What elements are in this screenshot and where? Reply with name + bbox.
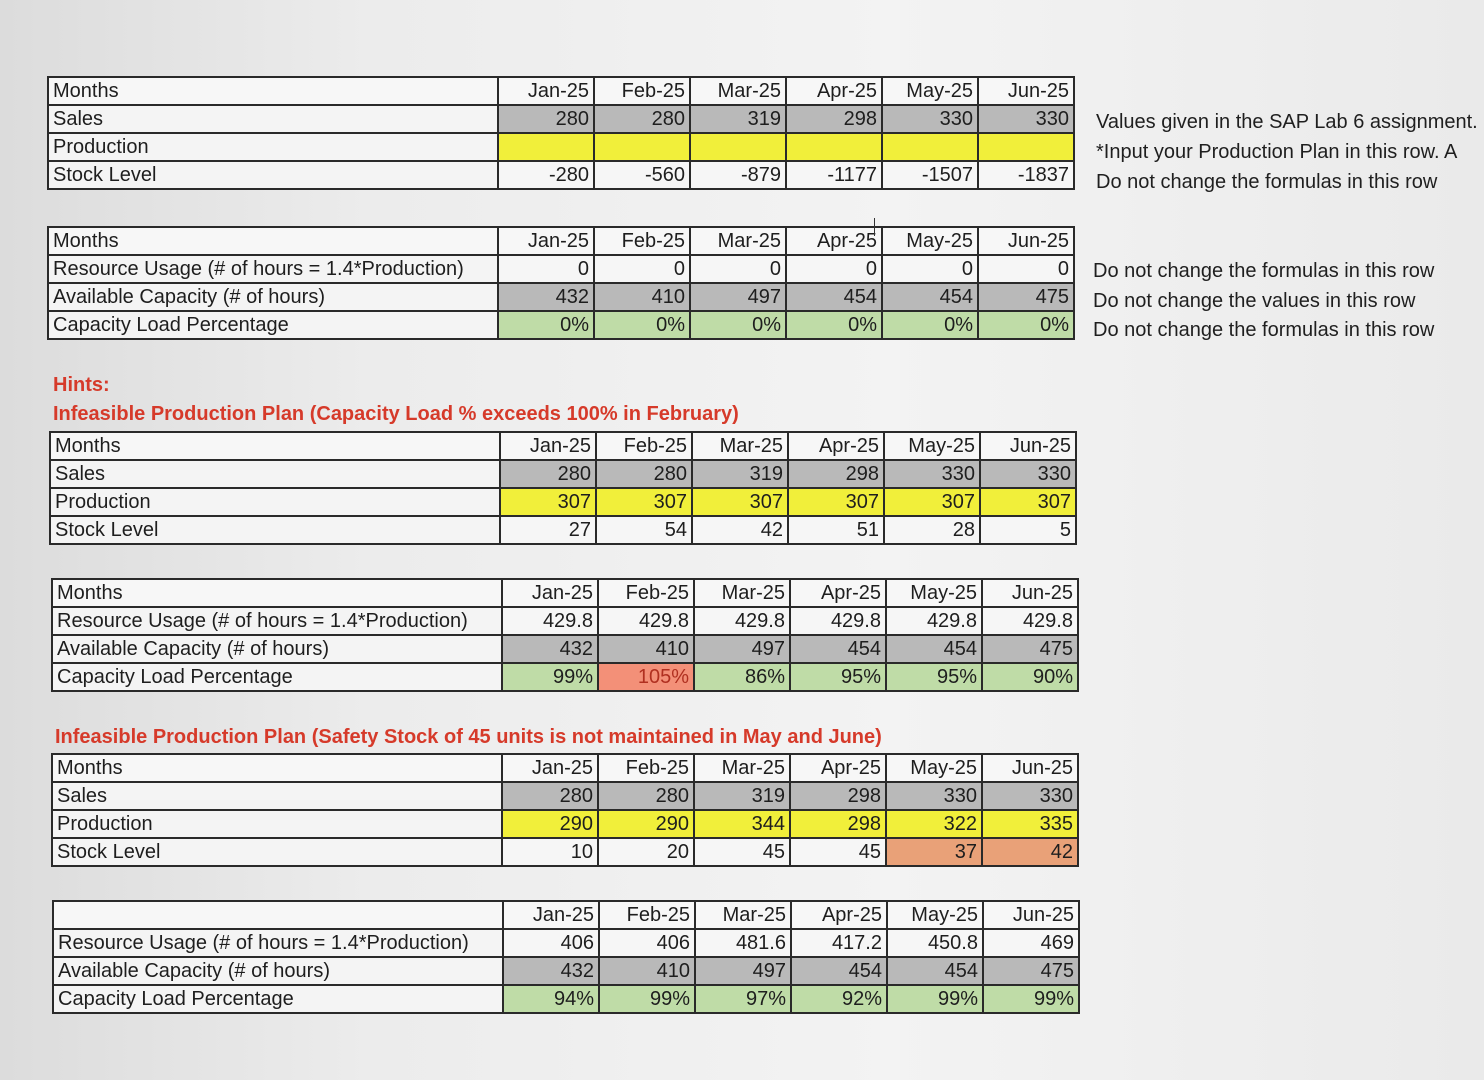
table-row — [48, 105, 1074, 133]
value-cell[interactable]: 330 — [982, 782, 1078, 810]
table-row — [48, 311, 1074, 339]
month-header-cell[interactable]: Apr-25 — [791, 901, 887, 929]
value-cell[interactable]: 475 — [978, 283, 1074, 311]
table-row — [52, 838, 1078, 866]
row-label[interactable]: Months — [48, 77, 498, 105]
month-header-cell[interactable]: Jun-25 — [980, 432, 1076, 460]
value-cell[interactable]: 0 — [786, 255, 882, 283]
hints-title: Hints: — [53, 374, 110, 396]
month-header-cell[interactable]: Mar-25 — [690, 77, 786, 105]
value-cell[interactable]: 0% — [882, 311, 978, 339]
table-row — [52, 635, 1078, 663]
value-cell[interactable]: 42 — [692, 516, 788, 544]
value-cell[interactable]: 37 — [886, 838, 982, 866]
value-cell[interactable]: 432 — [502, 635, 598, 663]
value-cell[interactable]: 307 — [500, 488, 596, 516]
row-label[interactable]: Capacity Load Percentage — [48, 311, 498, 339]
value-cell[interactable]: 298 — [790, 810, 886, 838]
value-cell[interactable]: 322 — [886, 810, 982, 838]
value-cell[interactable]: 429.8 — [982, 607, 1078, 635]
value-cell[interactable]: 335 — [982, 810, 1078, 838]
value-cell[interactable]: 42 — [982, 838, 1078, 866]
row-label[interactable]: Months — [48, 227, 498, 255]
row-label[interactable]: Resource Usage (# of hours = 1.4*Production) — [53, 929, 503, 957]
row-label[interactable]: Resource Usage (# of hours = 1.4*Production) — [48, 255, 498, 283]
table-row — [48, 255, 1074, 283]
header-row — [52, 754, 1078, 782]
header-row — [48, 77, 1074, 105]
value-cell[interactable] — [594, 133, 690, 161]
value-cell[interactable]: 475 — [982, 635, 1078, 663]
value-cell[interactable]: 475 — [983, 957, 1079, 985]
value-cell[interactable]: 105% — [598, 663, 694, 691]
month-header-cell[interactable]: May-25 — [886, 754, 982, 782]
row-label[interactable]: Stock Level — [52, 838, 502, 866]
value-cell[interactable]: 95% — [886, 663, 982, 691]
value-cell[interactable]: 330 — [882, 105, 978, 133]
value-cell[interactable]: 99% — [599, 985, 695, 1013]
table-row — [53, 985, 1079, 1013]
value-cell[interactable]: 454 — [790, 635, 886, 663]
value-cell[interactable]: 5 — [980, 516, 1076, 544]
row-label[interactable]: Available Capacity (# of hours) — [53, 957, 503, 985]
month-header-cell[interactable]: Apr-25 — [788, 432, 884, 460]
value-cell[interactable]: 99% — [983, 985, 1079, 1013]
value-cell[interactable]: 429.8 — [502, 607, 598, 635]
month-header-cell[interactable]: Mar-25 — [694, 579, 790, 607]
header-row — [50, 432, 1076, 460]
value-cell[interactable]: 298 — [790, 782, 886, 810]
value-cell[interactable]: 417.2 — [791, 929, 887, 957]
value-cell[interactable]: 410 — [598, 635, 694, 663]
value-cell[interactable]: 290 — [502, 810, 598, 838]
value-cell[interactable]: 481.6 — [695, 929, 791, 957]
month-header-cell[interactable]: Feb-25 — [596, 432, 692, 460]
month-header-cell[interactable]: Apr-25 — [786, 227, 882, 255]
table-row — [52, 810, 1078, 838]
table-row — [48, 133, 1074, 161]
value-cell[interactable]: -1507 — [882, 161, 978, 189]
value-cell[interactable]: -560 — [594, 161, 690, 189]
row-label[interactable]: Months — [50, 432, 500, 460]
value-cell[interactable]: -879 — [690, 161, 786, 189]
value-cell[interactable] — [882, 133, 978, 161]
value-cell[interactable]: 454 — [887, 957, 983, 985]
row-label[interactable]: Months — [52, 579, 502, 607]
production-plan-table — [47, 76, 1075, 190]
month-header-cell[interactable]: Apr-25 — [786, 77, 882, 105]
hint-production-table-1 — [49, 431, 1077, 545]
value-cell[interactable]: 280 — [596, 460, 692, 488]
value-cell[interactable]: 280 — [498, 105, 594, 133]
value-cell[interactable]: 307 — [596, 488, 692, 516]
row-label[interactable]: Production — [50, 488, 500, 516]
month-header-cell[interactable]: Mar-25 — [690, 227, 786, 255]
month-header-cell[interactable]: Jan-25 — [498, 227, 594, 255]
month-header-cell[interactable]: Jun-25 — [978, 227, 1074, 255]
value-cell[interactable]: 344 — [694, 810, 790, 838]
header-row — [48, 227, 1074, 255]
value-cell[interactable]: 27 — [500, 516, 596, 544]
row-label[interactable]: Months — [52, 754, 502, 782]
month-header-cell[interactable]: Mar-25 — [692, 432, 788, 460]
value-cell[interactable]: 330 — [884, 460, 980, 488]
value-cell[interactable]: 0% — [786, 311, 882, 339]
note-input-production: *Input your Production Plan in this row. A — [1096, 141, 1458, 163]
value-cell[interactable] — [498, 133, 594, 161]
header-row — [53, 901, 1079, 929]
row-label[interactable]: Sales — [50, 460, 500, 488]
value-cell[interactable]: 54 — [596, 516, 692, 544]
row-label[interactable]: Resource Usage (# of hours = 1.4*Production) — [52, 607, 502, 635]
table-row — [50, 460, 1076, 488]
value-cell[interactable]: 298 — [786, 105, 882, 133]
value-cell[interactable]: 28 — [884, 516, 980, 544]
value-cell[interactable]: 454 — [791, 957, 887, 985]
note-capacity-values: Do not change the values in this row — [1093, 290, 1416, 312]
value-cell[interactable]: 429.8 — [694, 607, 790, 635]
row-label[interactable]: Stock Level — [50, 516, 500, 544]
month-header-cell[interactable]: May-25 — [887, 901, 983, 929]
row-label[interactable]: Available Capacity (# of hours) — [52, 635, 502, 663]
value-cell[interactable]: 99% — [502, 663, 598, 691]
value-cell[interactable]: -1177 — [786, 161, 882, 189]
row-label[interactable]: Capacity Load Percentage — [52, 663, 502, 691]
value-cell[interactable]: 307 — [692, 488, 788, 516]
value-cell[interactable]: 432 — [498, 283, 594, 311]
month-header-cell[interactable]: Feb-25 — [594, 77, 690, 105]
value-cell[interactable]: -1837 — [978, 161, 1074, 189]
value-cell[interactable]: 469 — [983, 929, 1079, 957]
value-cell[interactable] — [690, 133, 786, 161]
month-header-cell[interactable]: Feb-25 — [594, 227, 690, 255]
row-label[interactable]: Sales — [48, 105, 498, 133]
value-cell[interactable]: 450.8 — [887, 929, 983, 957]
value-cell[interactable]: 97% — [695, 985, 791, 1013]
value-cell[interactable]: 0 — [594, 255, 690, 283]
value-cell[interactable]: 330 — [886, 782, 982, 810]
row-label[interactable]: Stock Level — [48, 161, 498, 189]
table-row — [53, 929, 1079, 957]
month-header-cell[interactable]: May-25 — [882, 77, 978, 105]
value-cell[interactable]: 0 — [882, 255, 978, 283]
value-cell[interactable]: 307 — [980, 488, 1076, 516]
hint-production-table-2 — [51, 753, 1079, 867]
value-cell[interactable]: 280 — [594, 105, 690, 133]
note-resource-formulas: Do not change the formulas in this row — [1093, 260, 1435, 282]
month-header-cell[interactable]: Jan-25 — [502, 579, 598, 607]
value-cell[interactable]: 410 — [594, 283, 690, 311]
table-row — [52, 782, 1078, 810]
value-cell[interactable]: 319 — [692, 460, 788, 488]
value-cell[interactable]: 0 — [978, 255, 1074, 283]
value-cell[interactable]: 0% — [978, 311, 1074, 339]
value-cell[interactable]: 94% — [503, 985, 599, 1013]
month-header-cell[interactable]: May-25 — [882, 227, 978, 255]
value-cell[interactable]: 410 — [599, 957, 695, 985]
note-stock-formulas: Do not change the formulas in this row — [1096, 171, 1438, 193]
value-cell[interactable]: 429.8 — [790, 607, 886, 635]
value-cell[interactable]: 280 — [598, 782, 694, 810]
value-cell[interactable]: 92% — [791, 985, 887, 1013]
value-cell[interactable]: 45 — [694, 838, 790, 866]
note-load-formulas: Do not change the formulas in this row — [1093, 319, 1435, 341]
month-header-cell[interactable]: Jan-25 — [502, 754, 598, 782]
month-header-cell[interactable]: Apr-25 — [790, 754, 886, 782]
month-header-cell[interactable]: Jan-25 — [498, 77, 594, 105]
hint-safety-stock-title: Infeasible Production Plan (Safety Stock of 45 units is not maintained in May and June) — [55, 726, 882, 748]
text-cursor-icon — [874, 218, 885, 236]
table-row — [48, 161, 1074, 189]
note-sales-values: Values given in the SAP Lab 6 assignment. — [1096, 111, 1478, 133]
value-cell[interactable]: 319 — [690, 105, 786, 133]
value-cell[interactable]: 0 — [498, 255, 594, 283]
row-label[interactable] — [53, 901, 503, 929]
month-header-cell[interactable]: Feb-25 — [598, 754, 694, 782]
value-cell[interactable]: 454 — [882, 283, 978, 311]
table-row — [48, 283, 1074, 311]
capacity-table — [47, 226, 1075, 340]
month-header-cell[interactable]: Mar-25 — [694, 754, 790, 782]
table-row — [52, 607, 1078, 635]
value-cell[interactable]: 497 — [690, 283, 786, 311]
value-cell[interactable]: 51 — [788, 516, 884, 544]
value-cell[interactable]: 0% — [690, 311, 786, 339]
month-header-cell[interactable]: Jun-25 — [983, 901, 1079, 929]
value-cell[interactable]: 497 — [695, 957, 791, 985]
value-cell[interactable]: 454 — [886, 635, 982, 663]
value-cell[interactable]: 307 — [788, 488, 884, 516]
value-cell[interactable]: 307 — [884, 488, 980, 516]
value-cell[interactable]: 406 — [503, 929, 599, 957]
month-header-cell[interactable]: May-25 — [884, 432, 980, 460]
hint-capacity-title: Infeasible Production Plan (Capacity Load % exceeds 100% in February) — [53, 403, 739, 425]
value-cell[interactable] — [978, 133, 1074, 161]
value-cell[interactable]: 429.8 — [598, 607, 694, 635]
row-label[interactable]: Production — [48, 133, 498, 161]
value-cell[interactable]: 432 — [503, 957, 599, 985]
value-cell[interactable]: 90% — [982, 663, 1078, 691]
value-cell[interactable]: 20 — [598, 838, 694, 866]
value-cell[interactable]: 406 — [599, 929, 695, 957]
value-cell[interactable]: 280 — [502, 782, 598, 810]
month-header-cell[interactable]: Jun-25 — [982, 579, 1078, 607]
row-label[interactable]: Available Capacity (# of hours) — [48, 283, 498, 311]
month-header-cell[interactable]: May-25 — [886, 579, 982, 607]
table-row — [53, 957, 1079, 985]
table-row — [50, 488, 1076, 516]
value-cell[interactable]: 330 — [978, 105, 1074, 133]
value-cell[interactable]: 10 — [502, 838, 598, 866]
hint-capacity-table-2 — [52, 900, 1080, 1014]
value-cell[interactable]: 298 — [788, 460, 884, 488]
value-cell[interactable]: 290 — [598, 810, 694, 838]
value-cell[interactable]: 0% — [498, 311, 594, 339]
table-row — [50, 516, 1076, 544]
value-cell[interactable]: 330 — [980, 460, 1076, 488]
value-cell[interactable]: 497 — [694, 635, 790, 663]
month-header-cell[interactable]: Feb-25 — [598, 579, 694, 607]
month-header-cell[interactable]: Apr-25 — [790, 579, 886, 607]
value-cell[interactable]: 45 — [790, 838, 886, 866]
value-cell[interactable]: 280 — [500, 460, 596, 488]
value-cell[interactable]: 454 — [786, 283, 882, 311]
value-cell[interactable]: 429.8 — [886, 607, 982, 635]
row-label[interactable]: Production — [52, 810, 502, 838]
month-header-cell[interactable]: Mar-25 — [695, 901, 791, 929]
month-header-cell[interactable]: Feb-25 — [599, 901, 695, 929]
value-cell[interactable]: 0% — [594, 311, 690, 339]
value-cell[interactable]: 95% — [790, 663, 886, 691]
month-header-cell[interactable]: Jan-25 — [500, 432, 596, 460]
value-cell[interactable]: 99% — [887, 985, 983, 1013]
value-cell[interactable]: 0 — [690, 255, 786, 283]
hint-capacity-table-1 — [51, 578, 1079, 692]
value-cell[interactable]: -280 — [498, 161, 594, 189]
row-label[interactable]: Capacity Load Percentage — [53, 985, 503, 1013]
month-header-cell[interactable]: Jun-25 — [978, 77, 1074, 105]
month-header-cell[interactable]: Jun-25 — [982, 754, 1078, 782]
row-label[interactable]: Sales — [52, 782, 502, 810]
value-cell[interactable]: 86% — [694, 663, 790, 691]
month-header-cell[interactable]: Jan-25 — [503, 901, 599, 929]
header-row — [52, 579, 1078, 607]
table-row — [52, 663, 1078, 691]
value-cell[interactable] — [786, 133, 882, 161]
value-cell[interactable]: 319 — [694, 782, 790, 810]
